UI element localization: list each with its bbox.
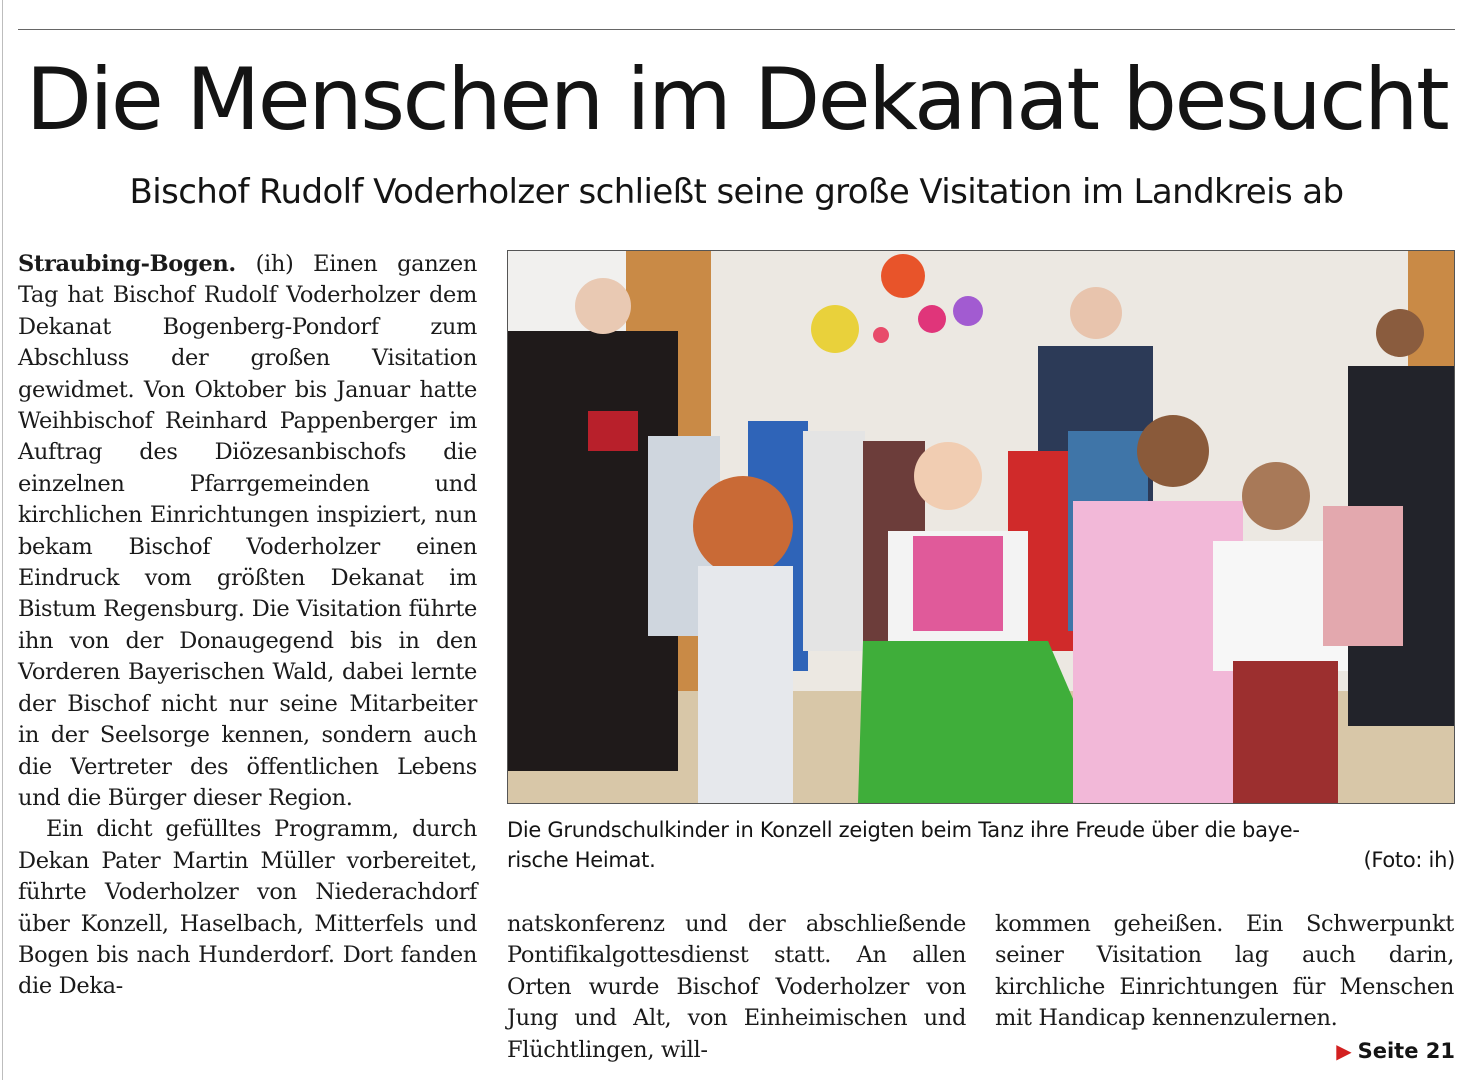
photo-credit: (Foto: ih) (1363, 848, 1455, 872)
caption-line-2 (507, 845, 1455, 875)
headline: Die Menschen im Dekanat besucht (25, 50, 1448, 150)
triangle-right-icon: ▶ (1336, 1039, 1352, 1063)
continuation-label: Seite 21 (1357, 1039, 1455, 1063)
page-edge-rule (2, 0, 3, 1080)
caption-line-1: Die Grundschulkinder in Konzell zeigten beim Tanz ihre Freude über die baye- (507, 818, 1300, 842)
subheadline: Bischof Rudolf Voderholzer schließt seine große Visitation im Landkreis ab (129, 172, 1344, 212)
lead-paragraph (18, 249, 477, 814)
top-rule (18, 29, 1455, 30)
caption-line-2-text: rische Heimat. (507, 848, 656, 872)
article-column-1 (18, 249, 477, 1003)
paragraph-2: Ein dicht gefülltes Programm, durch Dekan Pater Martin Müller vorbereitet, führte Voderholzer von Niederachdorf über Konzell, Haselbach, Mitterfels und Bogen bis nach Hunderdorf. Dort fanden die Deka- (18, 816, 477, 1000)
column-3-text: kommen geheißen. Ein Schwerpunkt seiner Visitation lag auch darin, kirchliche Einrichtungen für Menschen mit Handicap kennenzulernen. (995, 911, 1454, 1032)
continuation-reference[interactable] (1336, 1036, 1455, 1066)
dateline: Straubing-Bogen. (18, 251, 236, 277)
article-column-2 (507, 909, 966, 1066)
article-photo (507, 250, 1455, 804)
column-2-text: natskonferenz und der abschließende Pontifikalgottesdienst statt. An allen Orten wurde Bischof Voderholzer von Jung und Alt, von Einheimischen und Flüchtlingen, will- (507, 911, 966, 1063)
lead-text: (ih) Einen ganzen Tag hat Bischof Rudolf Voderholzer dem Dekanat Bogenberg-Pondorf zum Abschluss der großen Visitation gewidmet. Von Oktober bis Januar hatte Weihbischof Reinhard Pappenberger im Auftrag des Diözesanbischofs die einzelnen Pfarrgemeinden und kirchlichen Einrichtungen inspiziert, nun bekam Bischof Voderholzer einen Eindruck vom größten Dekanat im Bistum Regensburg. Die Visitation führte ihn von der Donaugegend bis in den Vorderen Bayerischen Wald, dabei lernte der Bischof nicht nur seine Mitarbeiter in der Seelsorge kennen, sondern auch die Vertreter des öffentlichen Lebens und die Bürger dieser Region. (18, 251, 477, 811)
photo-caption (507, 815, 1455, 875)
photo-illustration (508, 251, 1454, 803)
article-column-3 (995, 909, 1454, 1035)
